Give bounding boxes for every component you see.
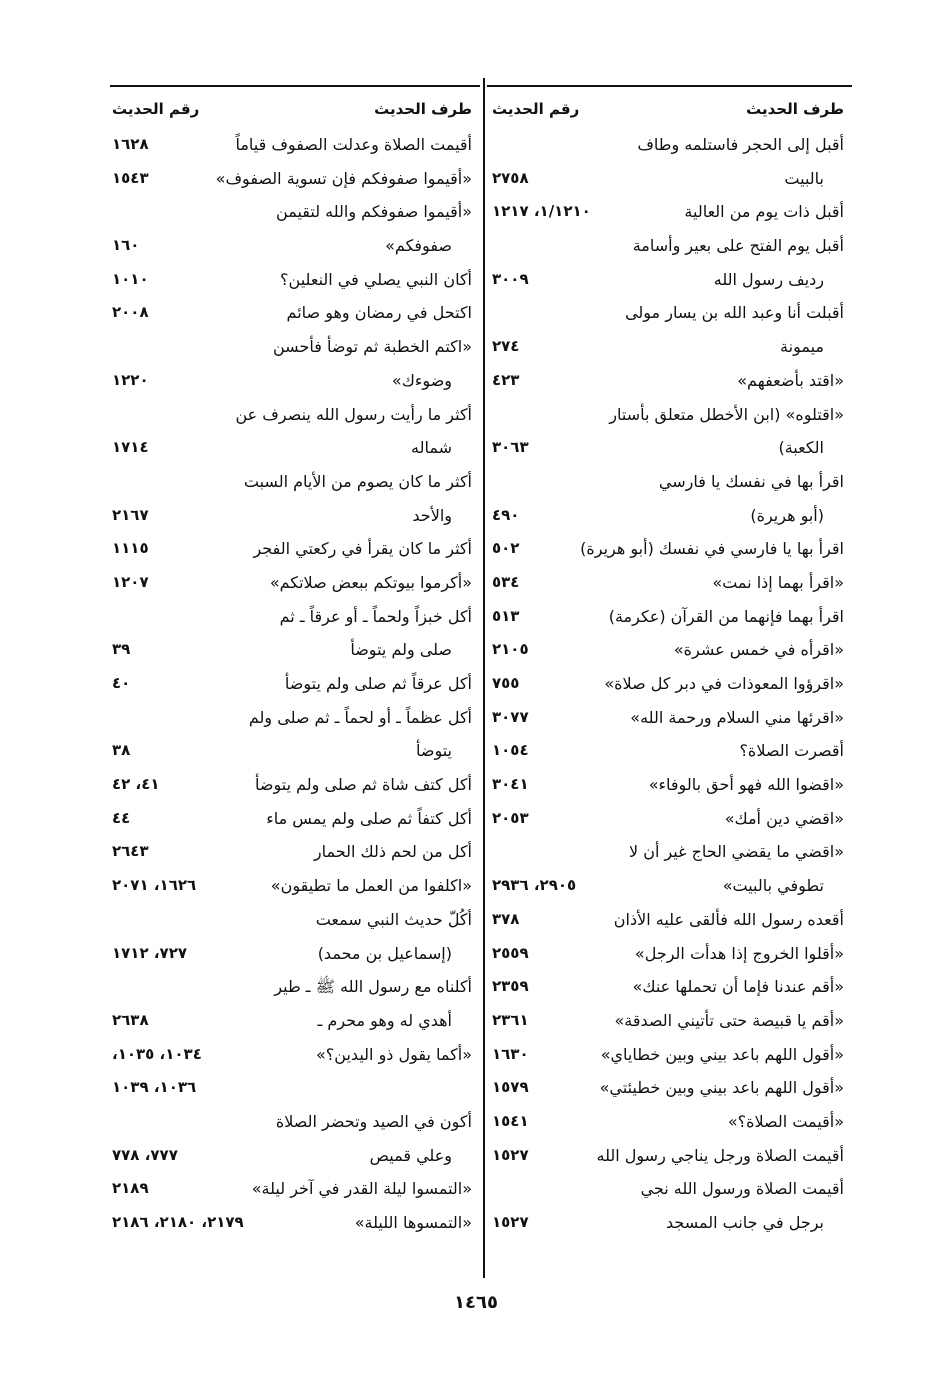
index-entry [100, 667, 480, 701]
index-entry [487, 532, 852, 566]
index-entry [487, 1206, 852, 1240]
hadith-text: «اقرأ بهما إذا نمت» [712, 572, 844, 592]
hadith-number: ١٥٤٣ [112, 168, 149, 187]
index-entry [487, 431, 852, 465]
index-entry [487, 667, 852, 701]
index-entry [487, 229, 852, 263]
index-entry [100, 296, 480, 330]
hadith-text: «اقضي دين أمك» [724, 808, 844, 828]
index-entry [100, 229, 480, 263]
hadith-number: ١٥٤١ [492, 1111, 529, 1130]
hadith-number: ١٦٢٨ [112, 135, 149, 153]
hadith-text: (إسماعيل بن محمد) [317, 943, 452, 963]
hadith-text: برجل في جانب المسجد [665, 1213, 824, 1232]
hadith-text: «أقيموا صفوفكم فإن تسوية الصفوف» [215, 168, 472, 188]
hadith-number: ٥٠٢ [492, 539, 520, 558]
hadith-number: ٣٨ [112, 741, 131, 760]
index-entry [100, 263, 480, 297]
hadith-text: أقيمت الصلاة ورسول الله نجي [640, 1179, 844, 1199]
hadith-text: «أقم عندنا فإما أن تحملها عنك» [632, 977, 844, 997]
hadith-text: بالبيت [784, 168, 824, 188]
index-entry [100, 903, 480, 937]
hadith-text: أقبلت أنا وعبد الله بن يسار مولى [625, 303, 844, 323]
left-column [100, 88, 480, 1268]
hadith-number: ٢٦٤٣ [112, 842, 149, 861]
hadith-number: ٢٩٠٥، ٢٩٣٦ [492, 876, 577, 895]
hadith-text: يتوضأ [415, 741, 452, 761]
hadith-number: ٢٧٥٨ [492, 168, 529, 187]
hadith-text: أقيمت الصلاة وعدلت الصفوف قياماً [235, 135, 472, 154]
index-entry [487, 1172, 852, 1206]
hadith-number: ١٦٢٦، ٢٠٧١ [112, 876, 197, 895]
index-entry [100, 195, 480, 229]
left-column-header [100, 88, 480, 128]
hadith-text: الكعبة) [778, 438, 824, 458]
hadith-number: ١٠٥٤ [492, 741, 529, 760]
hadith-number-header: رقم الحديث [492, 100, 580, 118]
index-entry [100, 128, 480, 162]
index-entry [100, 1071, 480, 1105]
index-entry [487, 1071, 852, 1105]
hadith-number: ١٥٢٧ [492, 1145, 529, 1164]
hadith-number: ٣٠٦٣ [492, 438, 529, 457]
hadith-text: أكل عرقاً ثم صلى ولم يتوضأ [284, 674, 472, 693]
index-entry [100, 364, 480, 398]
hadith-text: «اكتم الخطبة ثم توضأ فأحسن [273, 337, 472, 357]
index-entry [487, 128, 852, 162]
index-entry [100, 835, 480, 869]
hadith-text: أكثر ما كان يصوم من الأيام السبت [243, 471, 472, 491]
index-entry [100, 937, 480, 971]
hadith-text: «التمسوا ليلة القدر في آخر ليلة» [251, 1179, 472, 1199]
hadith-number: ٣٠٠٩ [492, 269, 529, 288]
index-entry [487, 802, 852, 836]
index-entry [487, 937, 852, 971]
hadith-text: اقرأ بهما فإنهما من القرآن (عكرمة) [608, 606, 844, 626]
index-entry [100, 1038, 480, 1072]
hadith-text: أقبل يوم الفتح على بعير وأسامة [632, 236, 844, 256]
hadith-text: أهدي له وهو محرم ـ [317, 1010, 452, 1030]
index-entry [100, 633, 480, 667]
hadith-number: ٤٤ [112, 808, 131, 827]
hadith-text: أكثر ما رأيت رسول الله ينصرف عن [235, 404, 472, 424]
top-rule-left [110, 85, 480, 87]
hadith-text: أكل عظماً ـ أو لحماً ـ ثم صلى ولم [248, 707, 472, 727]
index-entry [487, 162, 852, 196]
index-entry [100, 1004, 480, 1038]
index-entry [487, 566, 852, 600]
hadith-number: ١٦٣٠ [492, 1044, 529, 1063]
column-divider [483, 78, 485, 1278]
hadith-number: ١٠١٠ [112, 269, 149, 288]
hadith-text: صلى ولم يتوضأ [350, 640, 452, 660]
hadith-text: «أقم يا قبيصة حتى تأتيني الصدقة» [614, 1010, 844, 1030]
index-entry [100, 970, 480, 1004]
hadith-end-header: طرف الحديث [746, 100, 844, 118]
hadith-text: أكلناه مع رسول الله ﷺ ـ طير [274, 977, 472, 997]
index-entry [100, 330, 480, 364]
index-entry [100, 768, 480, 802]
index-entry [487, 1139, 852, 1173]
hadith-text: «أقيمت الصلاة؟» [727, 1111, 844, 1131]
hadith-number: ٢١٠٥ [492, 640, 529, 659]
hadith-text: (أبو هريرة) [750, 505, 824, 525]
hadith-text: اقرأ بها في نفسك يا فارسي [658, 471, 844, 491]
index-entry [100, 465, 480, 499]
index-entry [100, 701, 480, 735]
hadith-number: ٤٩٠ [492, 505, 520, 524]
index-entry [487, 600, 852, 634]
hadith-text: «اكلفوا من العمل ما تطيقون» [270, 876, 472, 896]
index-entry [100, 1139, 480, 1173]
hadith-number: ٤١، ٤٢ [112, 775, 160, 794]
index-entry [100, 1172, 480, 1206]
hadith-number: ٢٠٥٣ [492, 808, 529, 827]
index-entry [487, 701, 852, 735]
hadith-text: «اقتد بأضعفهم» [737, 370, 844, 390]
hadith-number: ١٢٢٠ [112, 370, 149, 389]
hadith-number: ٤٢٣ [492, 370, 520, 389]
hadith-number: ٢٦٣٨ [112, 1010, 149, 1029]
index-entry [487, 768, 852, 802]
hadith-number: ٤٠ [112, 674, 131, 692]
hadith-text: أكل من لحم ذلك الحمار [313, 842, 472, 862]
index-entry [100, 162, 480, 196]
index-entry [100, 532, 480, 566]
hadith-number: ١٢٠٧ [112, 572, 149, 591]
index-entry [487, 869, 852, 903]
index-entry [487, 903, 852, 937]
index-entry [487, 835, 852, 869]
hadith-text: «أكما يقول ذو اليدين؟» [316, 1044, 472, 1064]
hadith-number: ١٧١٤ [112, 438, 149, 457]
hadith-number: ٥١٣ [492, 606, 520, 625]
hadith-number: ٢٧٤ [492, 337, 520, 356]
hadith-text: «اقرأه في خمس عشرة» [673, 640, 844, 660]
hadith-text: وضوءك» [391, 370, 452, 390]
hadith-text: «أقول اللهم باعد بيني وبين خطيئتي» [599, 1078, 844, 1098]
hadith-text: والأحد [412, 505, 452, 525]
index-entry [487, 1105, 852, 1139]
hadith-text: أكل كتفاً ثم صلى ولم يمس ماء [266, 808, 472, 828]
hadith-text: تطوفي بالبيت» [722, 876, 824, 896]
index-entry [100, 431, 480, 465]
hadith-number: ٧٥٥ [492, 674, 520, 692]
hadith-text: اكتحل في رمضان وهو صائم [286, 303, 472, 323]
hadith-number: ٢٣٦١ [492, 1010, 529, 1029]
index-entry [100, 802, 480, 836]
index-entry [487, 195, 852, 229]
index-entry [100, 566, 480, 600]
hadith-text: رديف رسول الله [713, 269, 824, 289]
hadith-text: «اقضوا الله فهو أحق بالوفاء» [648, 775, 844, 795]
index-entry [100, 398, 480, 432]
index-entry [100, 734, 480, 768]
hadith-number: ٢١٦٧ [112, 505, 149, 524]
index-entry [487, 970, 852, 1004]
hadith-text: صفوفكم» [385, 236, 452, 256]
page-number: ١٤٦٥ [454, 1292, 498, 1313]
hadith-number: ٢١٨٩ [112, 1179, 149, 1198]
hadith-text: أقبل إلى الحجر فاستلمه وطاف [637, 135, 844, 154]
index-entry [487, 296, 852, 330]
hadith-number: ٢٥٥٩ [492, 943, 529, 962]
hadith-number: ٧٢٧، ١٧١٢ [112, 943, 188, 962]
hadith-text: «أقلوا الخروج إذا هدأت الرجل» [634, 943, 844, 963]
hadith-text: وعلي قميص [369, 1145, 452, 1165]
hadith-text: أكثر ما كان يقرأ في ركعتي الفجر [253, 539, 472, 559]
hadith-number: ١/١٢١٠، ١٢١٧ [492, 202, 591, 221]
hadith-text: «أكرموا بيوتكم ببعض صلاتكم» [269, 572, 472, 592]
hadith-number: ١٥٢٧ [492, 1213, 529, 1231]
hadith-text: أكان النبي يصلي في النعلين؟ [280, 269, 472, 289]
hadith-end-header: طرف الحديث [374, 100, 472, 118]
hadith-text: «اقتلوه» (ابن الأخطل متعلق بأستار [609, 404, 844, 424]
index-entry [487, 633, 852, 667]
hadith-text: أقعده رسول الله فألقى عليه الأذان [613, 909, 844, 929]
top-rule-right [487, 85, 852, 87]
hadith-text: «اقرئها مني السلام ورحمة الله» [630, 707, 844, 727]
index-entry [100, 1105, 480, 1139]
index-entry [487, 465, 852, 499]
hadith-number: ٣٩ [112, 640, 131, 659]
hadith-number: ٥٣٤ [492, 572, 520, 591]
hadith-text: «اقرؤوا المعوذات في دبر كل صلاة» [604, 674, 844, 693]
hadith-text: «أقيموا صفوفكم والله لتقيمن [276, 202, 472, 222]
index-entry [487, 499, 852, 533]
right-column [487, 88, 852, 1268]
hadith-number: ١٠٣٦، ١٠٣٩ [112, 1078, 197, 1097]
hadith-text: أكل خبزاً ولحماً ـ أو عرقاً ـ ثم [279, 606, 472, 626]
hadith-text: أقبل ذات يوم من العالية [684, 202, 844, 222]
index-entry [487, 734, 852, 768]
hadith-text: اقرأ بها يا فارسي في نفسك (أبو هريرة) [580, 539, 844, 559]
hadith-text: أقصرت الصلاة؟ [739, 741, 844, 761]
index-entry [100, 869, 480, 903]
hadith-text: «التمسوها الليلة» [354, 1213, 472, 1232]
hadith-number: ٢٣٥٩ [492, 977, 529, 996]
hadith-text: أكُلّ حديث النبي سمعت [315, 909, 472, 929]
index-entry [487, 364, 852, 398]
index-entry [487, 263, 852, 297]
hadith-number: ١١١٥ [112, 539, 149, 558]
index-entry [487, 398, 852, 432]
index-entry [100, 600, 480, 634]
hadith-text: أكل كتف شاة ثم صلى ولم يتوضأ [255, 775, 472, 795]
hadith-number: ٢١٧٩، ٢١٨٠، ٢١٨٦ [112, 1213, 244, 1231]
hadith-number: ٣٠٤١ [492, 775, 529, 794]
hadith-text: «اقضي ما يقضي الحاج غير أن لا [628, 842, 844, 862]
hadith-text: شماله [411, 438, 452, 458]
hadith-number: ١٥٧٩ [492, 1078, 529, 1097]
hadith-number: ٧٧٧، ٧٧٨ [112, 1145, 178, 1164]
hadith-number: ٣٧٨ [492, 909, 520, 928]
index-entry [100, 1206, 480, 1240]
index-entry [487, 330, 852, 364]
hadith-text: «أقول اللهم باعد بيني وبين خطاياي» [600, 1044, 844, 1064]
right-column-header [487, 88, 852, 128]
hadith-number: ٣٠٧٧ [492, 707, 529, 726]
hadith-text: أكون في الصيد وتحضر الصلاة [275, 1111, 472, 1131]
hadith-number: ١٠٣٤، ١٠٣٥، [112, 1044, 202, 1063]
index-entry [487, 1038, 852, 1072]
hadith-number: ٢٠٠٨ [112, 303, 149, 322]
hadith-number: ١٦٠ [112, 236, 140, 255]
index-entry [100, 499, 480, 533]
index-entry [487, 1004, 852, 1038]
hadith-number-header: رقم الحديث [112, 100, 200, 118]
hadith-text: أقيمت الصلاة ورجل يناجي رسول الله [596, 1145, 844, 1165]
hadith-text: ميمونة [780, 337, 824, 357]
